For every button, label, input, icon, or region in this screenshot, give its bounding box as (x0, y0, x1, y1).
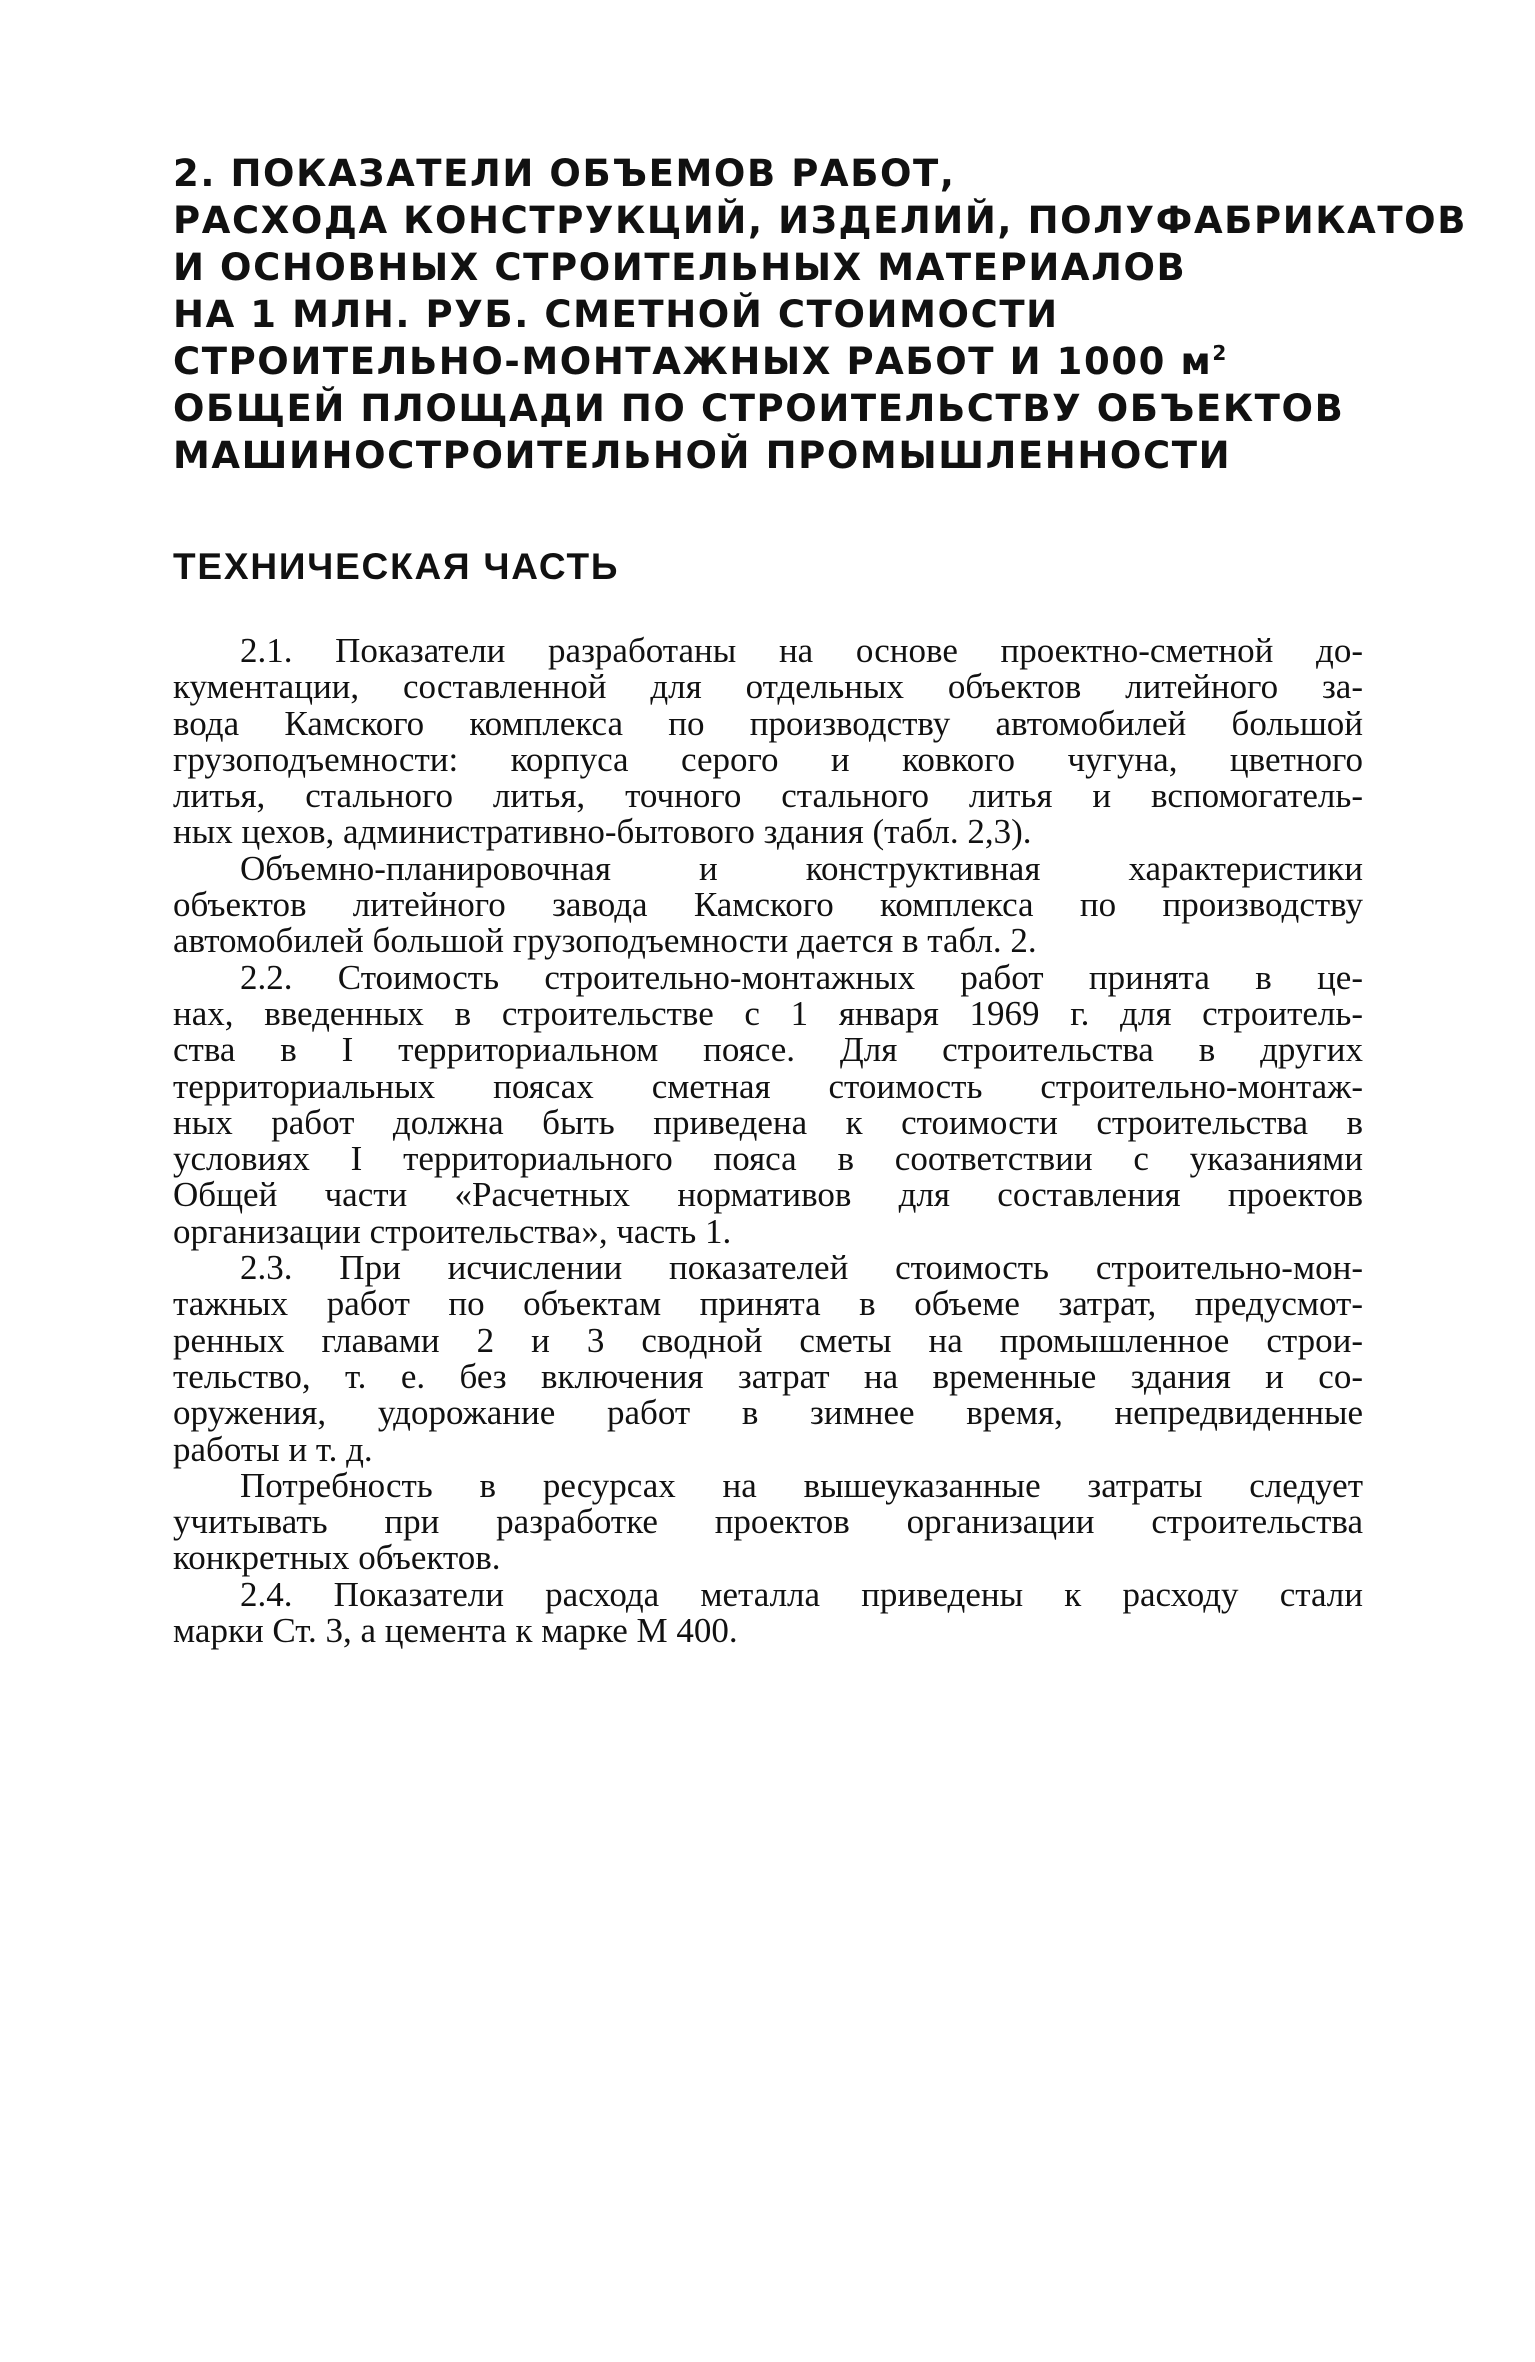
paragraph-2-4 (173, 1574, 1363, 1651)
text-line: работы и т. д. (173, 1429, 373, 1469)
text-line: тажных работ по объектам принята в объеме затрат, предусмот- (173, 1284, 1363, 1324)
text-line: конкретных объектов. (173, 1538, 501, 1578)
text-line: ных цехов, административно-бытового здания (табл. 2,3). (173, 812, 1032, 852)
area-superscript: 2 (1212, 341, 1228, 365)
text-line: оружения, удорожание работ в зимнее время, непредвиденные (173, 1393, 1363, 1433)
heading-line: И ОСНОВНЫХ СТРОИТЕЛЬНЫХ МАТЕРИАЛОВ (173, 246, 1187, 289)
text-line: марки Ст. 3, а цемента к марке М 400. (173, 1611, 738, 1651)
text-line: организации строительства», часть 1. (173, 1211, 732, 1251)
text-line: 2.3. При исчислении показателей стоимость строительно-мон- (240, 1248, 1363, 1288)
text-line: автомобилей большой грузоподъемности дается в табл. 2. (173, 921, 1037, 961)
paragraph-resources (173, 1465, 1363, 1578)
heading-line: МАШИНОСТРОИТЕЛЬНОЙ ПРОМЫШЛЕННОСТИ (173, 434, 1232, 477)
heading-line (173, 338, 1363, 385)
section-heading (173, 150, 1468, 479)
text-line: объектов литейного завода Камского комплекса по производству (173, 885, 1363, 925)
text-line: кументации, составленной для отдельных объектов литейного за- (173, 667, 1363, 707)
text-line: территориальных поясах сметная стоимость строительно-монтаж- (173, 1066, 1363, 1106)
paragraph-2-1 (173, 633, 1363, 851)
document-body (173, 633, 1363, 1649)
heading-line: ОБЩЕЙ ПЛОЩАДИ ПО СТРОИТЕЛЬСТВУ ОБЪЕКТОВ (173, 387, 1345, 430)
text-line: ных работ должна быть приведена к стоимости строительства в (173, 1102, 1363, 1142)
heading-line: РАСХОДА КОНСТРУКЦИЙ, ИЗДЕЛИЙ, ПОЛУФАБРИКАТОВ (173, 199, 1468, 242)
paragraph-characteristics (173, 848, 1363, 961)
document-page (173, 150, 1468, 1651)
text-line: Объемно-планировочная и конструктивная характеристики (240, 848, 1363, 888)
text-line: 2.1. Показатели разработаны на основе проектно-сметной до- (240, 631, 1363, 670)
text-line: Общей части «Расчетных нормативов для составления проектов (173, 1175, 1363, 1215)
text-line: ства в I территориальном поясе. Для строительства в других (173, 1030, 1363, 1070)
subheading-technical-part: ТЕХНИЧЕСКАЯ ЧАСТЬ (173, 546, 620, 587)
text-line: тельство, т. е. без включения затрат на временные здания и со- (173, 1356, 1363, 1396)
heading-line: 2. ПОКАЗАТЕЛИ ОБЪЕМОВ РАБОТ, (173, 152, 956, 195)
text-line: ренных главами 2 и 3 сводной сметы на промышленное строи- (173, 1320, 1363, 1360)
paragraph-2-2 (173, 957, 1363, 1251)
text-line: Потребность в ресурсах на вышеуказанные затраты следует (240, 1465, 1363, 1505)
text-line: 2.2. Стоимость строительно-монтажных работ принята в це- (240, 957, 1363, 997)
text-line: условиях I территориального пояса в соответствии с указаниями (173, 1139, 1363, 1179)
text-line: литья, стального литья, точного стального литья и вспомогатель- (173, 776, 1363, 816)
text-line: нах, введенных в строительстве с 1 января 1969 г. для строитель- (173, 993, 1363, 1033)
paragraph-2-3 (173, 1250, 1363, 1468)
heading-line-text: СТРОИТЕЛЬНО-МОНТАЖНЫХ РАБОТ И 1000 м (173, 340, 1213, 383)
text-line: 2.4. Показатели расхода металла приведены к расходу стали (240, 1574, 1363, 1614)
text-line: учитывать при разработке проектов организации строительства (173, 1502, 1363, 1542)
text-line: вода Камского комплекса по производству автомобилей большой (173, 703, 1363, 743)
heading-line: НА 1 МЛН. РУБ. СМЕТНОЙ СТОИМОСТИ (173, 293, 1059, 336)
text-line: грузоподъемности: корпуса серого и ковкого чугуна, цветного (173, 739, 1363, 779)
